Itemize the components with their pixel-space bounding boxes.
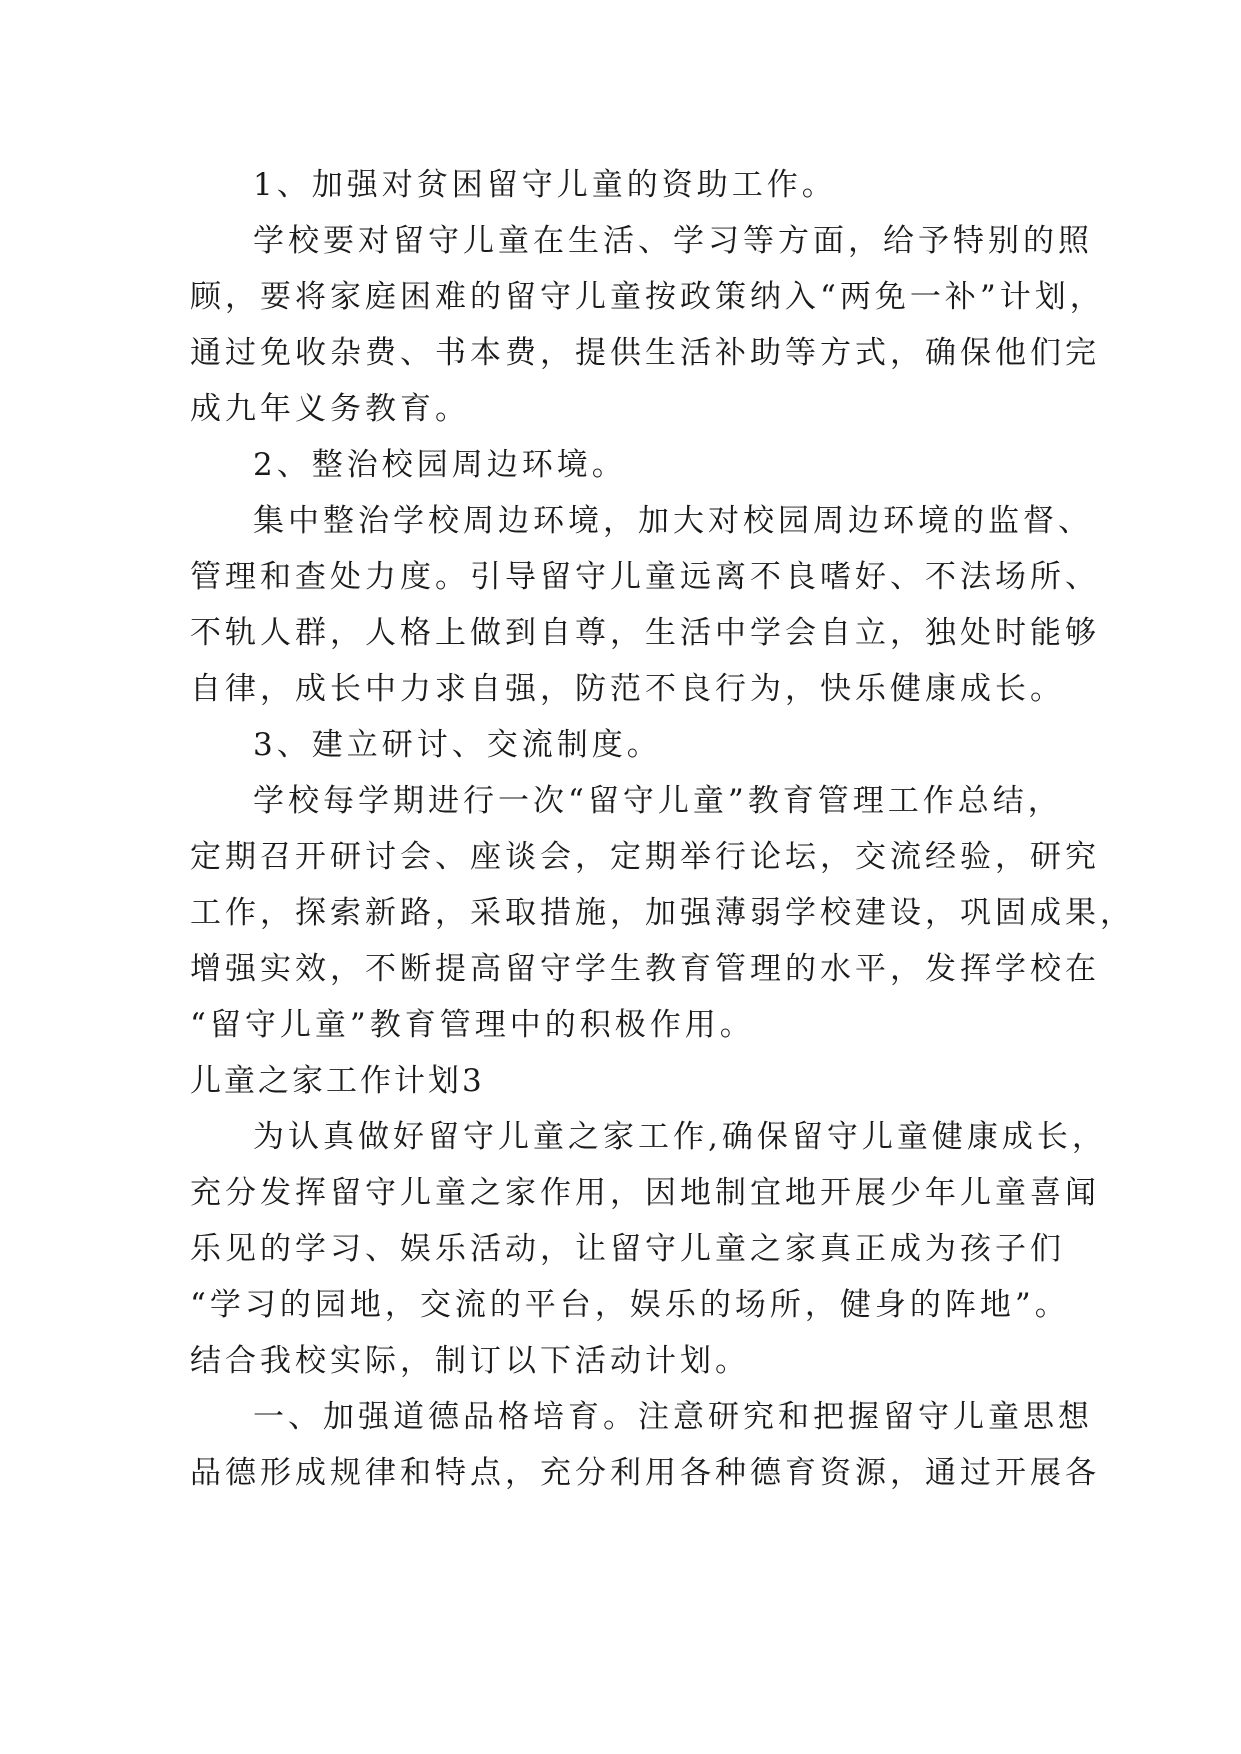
paragraph-line: 一、加强道德品格培育。注意研究和把握留守儿童思想 — [253, 1399, 1093, 1435]
paragraph-line: 集中整治学校周边环境，加大对校园周边环境的监督、 — [253, 503, 1093, 539]
paragraph-line: 乐见的学习、娱乐活动，让留守儿童之家真正成为孩子们 — [190, 1231, 1065, 1267]
paragraph-line: 通过免收杂费、书本费，提供生活补助等方式，确保他们完 — [190, 335, 1100, 371]
paragraph-line: 顾，要将家庭困难的留守儿童按政策纳入“两免一补”计划， — [190, 279, 1105, 315]
paragraph-line: “留守儿童”教育管理中的积极作用。 — [190, 1007, 755, 1043]
paragraph-line: 学校每学期进行一次“留守儿童”教育管理工作总结， — [253, 783, 1063, 819]
section-1-heading: 1、加强对贫困留守儿童的资助工作。 — [253, 167, 837, 203]
paragraph-line: 结合我校实际，制订以下活动计划。 — [190, 1343, 750, 1379]
paragraph-line: 管理和查处力度。引导留守儿童远离不良嗜好、不法场所、 — [190, 559, 1100, 595]
paragraph-line: 品德形成规律和特点，充分利用各种德育资源，通过开展各 — [190, 1455, 1100, 1491]
paragraph-line: 成九年义务教育。 — [190, 391, 470, 427]
paragraph-line: 不轨人群，人格上做到自尊，生活中学会自立，独处时能够 — [190, 615, 1100, 651]
section-3-heading: 3、建立研讨、交流制度。 — [253, 727, 662, 763]
paragraph-line: 工作，探索新路，采取措施，加强薄弱学校建设，巩固成果， — [190, 895, 1135, 931]
paragraph-line: 为认真做好留守儿童之家工作,确保留守儿童健康成长， — [253, 1119, 1107, 1155]
plan-3-title: 儿童之家工作计划3 — [190, 1063, 485, 1099]
paragraph-line: “学习的园地，交流的平台，娱乐的场所，健身的阵地”。 — [190, 1287, 1070, 1323]
paragraph-line: 学校要对留守儿童在生活、学习等方面，给予特别的照 — [253, 223, 1093, 259]
paragraph-line: 定期召开研讨会、座谈会，定期举行论坛，交流经验，研究 — [190, 839, 1100, 875]
section-2-heading: 2、整治校园周边环境。 — [253, 447, 627, 483]
paragraph-line: 充分发挥留守儿童之家作用，因地制宜地开展少年儿童喜闻 — [190, 1175, 1100, 1211]
paragraph-line: 增强实效，不断提高留守学生教育管理的水平，发挥学校在 — [190, 951, 1100, 987]
paragraph-line: 自律，成长中力求自强，防范不良行为，快乐健康成长。 — [190, 671, 1065, 707]
